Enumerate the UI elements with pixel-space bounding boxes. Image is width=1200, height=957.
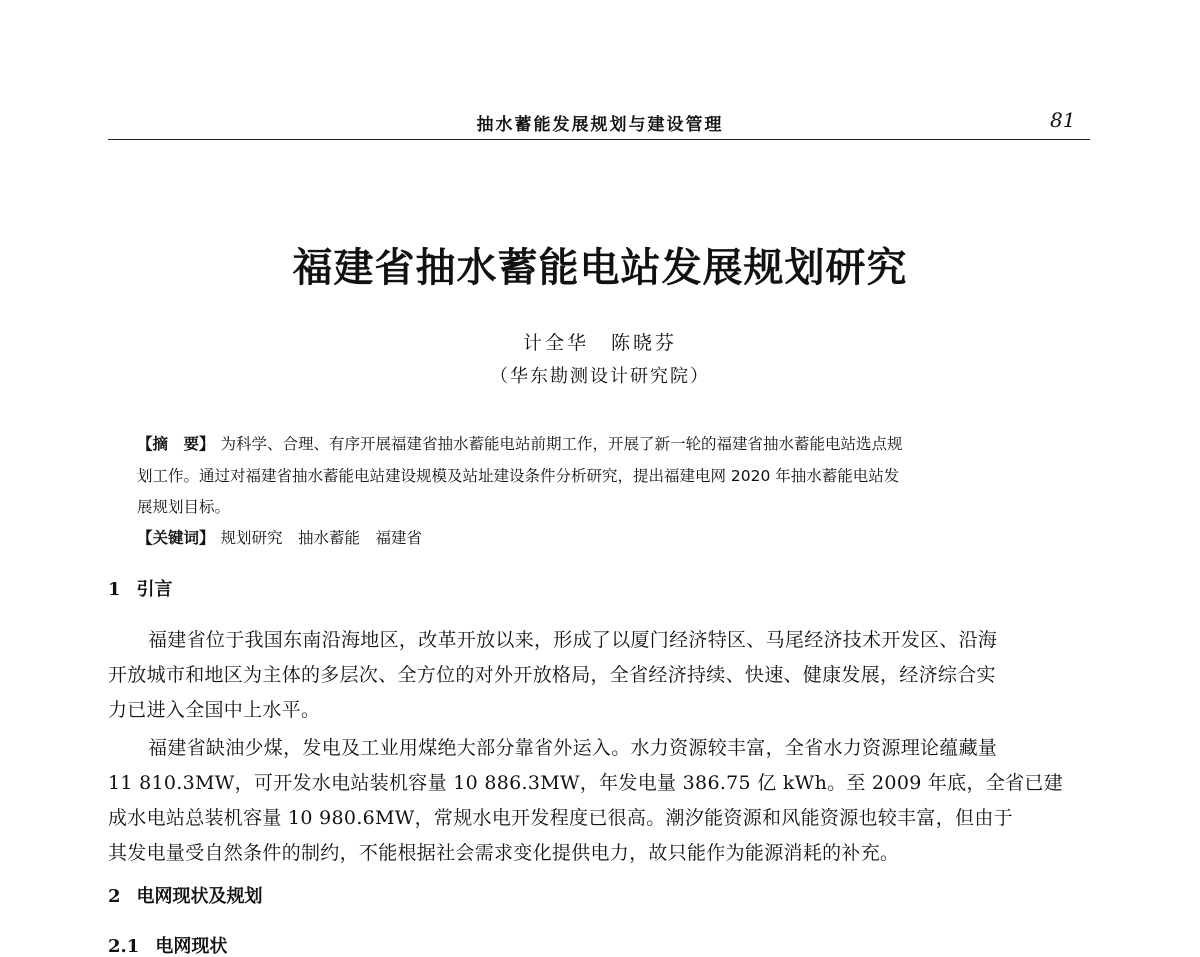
- affiliation: （华东勘测设计研究院）: [490, 366, 710, 387]
- paragraph-line: 成水电站总装机容量 10 980.6MW，常规水电开发程度已很高。潮汐能资源和风能资源也较丰富，但由于: [108, 807, 1013, 829]
- section-number: 1: [108, 579, 121, 600]
- authors: 计全华 陈晓芬: [522, 332, 677, 354]
- paragraph-line: 开放城市和地区为主体的多层次、全方位的对外开放格局，全省经济持续、快速、健康发展，经济综合实: [108, 664, 996, 686]
- keywords-line: [137, 526, 422, 548]
- section-title: 电网现状及规划: [136, 886, 263, 907]
- paper-title: 福建省抽水蓄能电站发展规划研究: [292, 244, 908, 291]
- header-rule: [108, 139, 1090, 140]
- paragraph-line: 其发电量受自然条件的制约，不能根据社会需求变化提供电力，故只能作为能源消耗的补充。: [108, 842, 900, 864]
- section-heading: [108, 882, 263, 908]
- abstract-line: 展规划目标。: [137, 498, 231, 516]
- paragraph-line: 力已进入全国中上水平。: [108, 699, 321, 721]
- abstract-line: 划工作。通过对福建省抽水蓄能电站建设规模及站址建设条件分析研究，提出福建电网 2020 年抽水蓄能电站发: [137, 467, 900, 485]
- running-header: 抽水蓄能发展规划与建设管理: [476, 115, 724, 135]
- section-number: 2.1: [108, 936, 140, 957]
- abstract-line: [137, 432, 903, 454]
- page-number: 81: [1050, 108, 1076, 132]
- section-title: 电网现状: [155, 936, 228, 957]
- section-title: 引言: [136, 579, 173, 600]
- keywords-text: 规划研究 抽水蓄能 福建省: [220, 529, 423, 547]
- section-heading: [108, 575, 173, 601]
- paragraph-line: 11 810.3MW，可开发水电站装机容量 10 886.3MW，年发电量 386.75 亿 kWh。至 2009 年底，全省已建: [108, 772, 1064, 794]
- section-number: 2: [108, 886, 121, 907]
- keywords-label: 【关键词】: [137, 529, 215, 547]
- abstract-text: 为科学、合理、有序开展福建省抽水蓄能电站前期工作，开展了新一轮的福建省抽水蓄能电站选点规: [220, 435, 903, 453]
- paragraph-line: 福建省位于我国东南沿海地区，改革开放以来，形成了以厦门经济特区、马尾经济技术开发区、沿海: [148, 629, 998, 651]
- paragraph-line: 福建省缺油少煤，发电及工业用煤绝大部分靠省外运入。水力资源较丰富，全省水力资源理论蕴藏量: [148, 737, 998, 759]
- abstract-label: 【摘 要】: [137, 435, 215, 453]
- subsection-heading: [108, 932, 227, 957]
